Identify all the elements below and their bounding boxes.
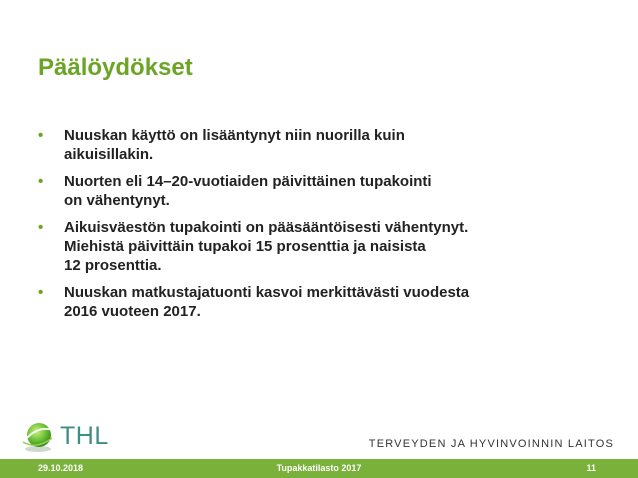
bullet-item <box>38 126 598 164</box>
bullet-line: Aikuisväestön tupakointi on pääsääntöisesti vähentynyt. <box>64 219 469 236</box>
footer-date: 29.10.2018 <box>38 463 84 473</box>
bullet-line: Miehistä päivittäin tupakoi 15 prosenttia ja naisista <box>64 238 426 255</box>
bullet-line: Nuuskan matkustajatuonti kasvoi merkittävästi vuodesta <box>64 284 470 301</box>
bullet-line: aikuisillakin. <box>64 146 154 163</box>
bullet-line: 2016 vuoteen 2017. <box>64 303 201 320</box>
thl-globe-icon <box>22 420 58 454</box>
bullet-item <box>38 218 598 275</box>
thl-logo <box>22 420 132 454</box>
bullet-line: on vähentynyt. <box>64 192 170 209</box>
bullet-item <box>38 283 598 321</box>
footer-bar <box>0 459 638 478</box>
bullet-line: Nuuskan käyttö on lisääntynyt niin nuorilla kuin <box>64 127 405 144</box>
bullet-marker: • <box>38 284 44 301</box>
slide-title: Päälöydökset <box>38 54 193 81</box>
bullet-item <box>38 172 598 210</box>
organization-name: TERVEYDEN JA HYVINVOINNIN LAITOS <box>368 438 614 450</box>
logo-text: THL <box>60 422 109 450</box>
bullet-marker: • <box>38 219 44 236</box>
bullet-marker: • <box>38 173 44 190</box>
bullet-marker: • <box>38 127 44 144</box>
bullet-line: 12 prosenttia. <box>64 257 162 274</box>
page-number: 11 <box>586 463 596 473</box>
bullet-line: Nuorten eli 14–20-vuotiaiden päivittäinen tupakointi <box>64 173 432 190</box>
footer-title: Tupakkatilasto 2017 <box>276 463 362 473</box>
bullet-list <box>38 126 598 329</box>
